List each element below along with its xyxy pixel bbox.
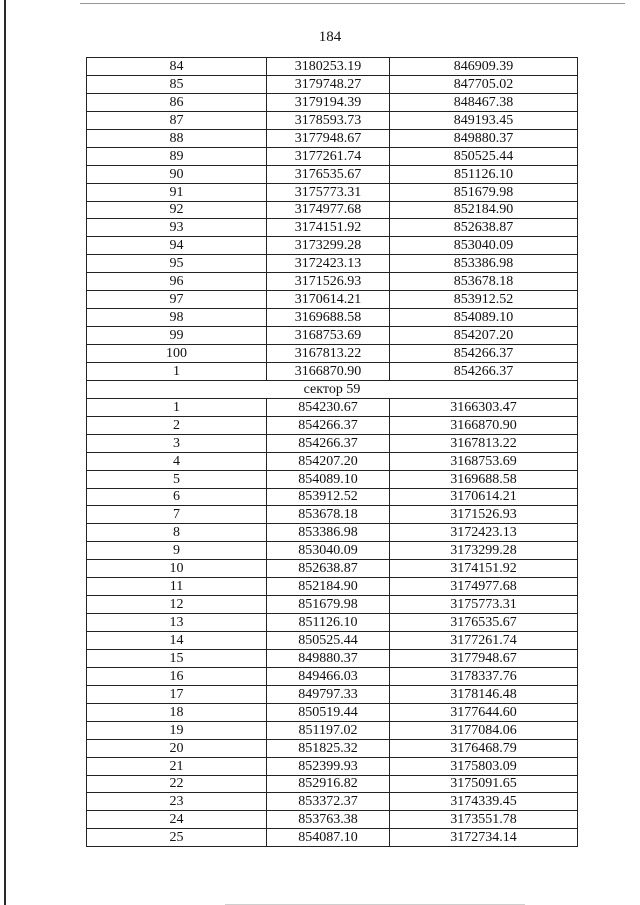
coordinate-first-cell: 3179748.27: [267, 75, 390, 93]
coordinate-second-cell: 854089.10: [390, 309, 578, 327]
point-number-cell: 92: [87, 201, 267, 219]
point-number-cell: 89: [87, 147, 267, 165]
table-row: [87, 685, 578, 703]
coordinate-second-cell: 3166870.90: [390, 416, 578, 434]
table-row: [87, 488, 578, 506]
coordinate-first-cell: 853386.98: [267, 524, 390, 542]
table-row: [87, 201, 578, 219]
coordinate-second-cell: 854207.20: [390, 327, 578, 345]
coordinate-second-cell: 849880.37: [390, 129, 578, 147]
table-row: [87, 147, 578, 165]
coordinate-second-cell: 3172423.13: [390, 524, 578, 542]
coordinate-first-cell: 852399.93: [267, 757, 390, 775]
coordinate-first-cell: 3167813.22: [267, 345, 390, 363]
coordinate-first-cell: 3173299.28: [267, 237, 390, 255]
point-number-cell: 17: [87, 685, 267, 703]
coordinate-second-cell: 3177644.60: [390, 703, 578, 721]
coordinate-first-cell: 3174977.68: [267, 201, 390, 219]
point-number-cell: 100: [87, 345, 267, 363]
point-number-cell: 85: [87, 75, 267, 93]
point-number-cell: 90: [87, 165, 267, 183]
table-row: [87, 273, 578, 291]
point-number-cell: 11: [87, 578, 267, 596]
table-row: [87, 398, 578, 416]
coordinate-first-cell: 854087.10: [267, 829, 390, 847]
coordinate-first-cell: 849466.03: [267, 667, 390, 685]
coordinate-second-cell: 854266.37: [390, 345, 578, 363]
coordinate-second-cell: 3178337.76: [390, 667, 578, 685]
coordinate-second-cell: 3173551.78: [390, 811, 578, 829]
table-row: [87, 667, 578, 685]
table-row: [87, 578, 578, 596]
coordinate-second-cell: 3169688.58: [390, 470, 578, 488]
coordinate-second-cell: 847705.02: [390, 75, 578, 93]
coordinate-first-cell: 853763.38: [267, 811, 390, 829]
point-number-cell: 1: [87, 362, 267, 380]
sector-header-row: [87, 380, 578, 398]
point-number-cell: 84: [87, 58, 267, 76]
coordinate-second-cell: 3177261.74: [390, 632, 578, 650]
point-number-cell: 5: [87, 470, 267, 488]
coordinate-second-cell: 850525.44: [390, 147, 578, 165]
table-row: [87, 811, 578, 829]
coordinate-first-cell: 3171526.93: [267, 273, 390, 291]
point-number-cell: 87: [87, 111, 267, 129]
point-number-cell: 2: [87, 416, 267, 434]
table-row: [87, 721, 578, 739]
coordinate-second-cell: 852638.87: [390, 219, 578, 237]
coordinate-first-cell: 3175773.31: [267, 183, 390, 201]
coordinate-first-cell: 3178593.73: [267, 111, 390, 129]
point-number-cell: 99: [87, 327, 267, 345]
coordinate-first-cell: 850525.44: [267, 632, 390, 650]
coordinate-second-cell: 3174339.45: [390, 793, 578, 811]
point-number-cell: 25: [87, 829, 267, 847]
scan-edge-left: [4, 0, 6, 905]
point-number-cell: 91: [87, 183, 267, 201]
coordinate-first-cell: 3169688.58: [267, 309, 390, 327]
table-row: [87, 237, 578, 255]
table-row: [87, 506, 578, 524]
point-number-cell: 98: [87, 309, 267, 327]
point-number-cell: 15: [87, 649, 267, 667]
coordinate-first-cell: 3176535.67: [267, 165, 390, 183]
coordinate-second-cell: 3172734.14: [390, 829, 578, 847]
coordinate-first-cell: 854207.20: [267, 452, 390, 470]
point-number-cell: 13: [87, 614, 267, 632]
point-number-cell: 20: [87, 739, 267, 757]
coordinate-second-cell: 3174151.92: [390, 560, 578, 578]
coordinate-first-cell: 849880.37: [267, 649, 390, 667]
table-row: [87, 739, 578, 757]
coordinate-second-cell: 852184.90: [390, 201, 578, 219]
point-number-cell: 16: [87, 667, 267, 685]
coordinate-first-cell: 854266.37: [267, 434, 390, 452]
table-row: [87, 183, 578, 201]
table-row: [87, 309, 578, 327]
coordinate-first-cell: 851825.32: [267, 739, 390, 757]
coordinate-second-cell: 3174977.68: [390, 578, 578, 596]
point-number-cell: 96: [87, 273, 267, 291]
table-row: [87, 362, 578, 380]
point-number-cell: 7: [87, 506, 267, 524]
coordinate-second-cell: 846909.39: [390, 58, 578, 76]
coordinate-first-cell: 849797.33: [267, 685, 390, 703]
coordinate-second-cell: 3166303.47: [390, 398, 578, 416]
coordinate-first-cell: 854230.67: [267, 398, 390, 416]
point-number-cell: 3: [87, 434, 267, 452]
table-row: [87, 58, 578, 76]
coordinate-first-cell: 3174151.92: [267, 219, 390, 237]
coordinate-second-cell: 853912.52: [390, 291, 578, 309]
table-row: [87, 775, 578, 793]
table-row: [87, 111, 578, 129]
coordinate-first-cell: 3166870.90: [267, 362, 390, 380]
coordinate-first-cell: 850519.44: [267, 703, 390, 721]
point-number-cell: 19: [87, 721, 267, 739]
point-number-cell: 21: [87, 757, 267, 775]
coordinate-second-cell: 851126.10: [390, 165, 578, 183]
table-row: [87, 219, 578, 237]
coordinate-second-cell: 853386.98: [390, 255, 578, 273]
coordinate-second-cell: 848467.38: [390, 93, 578, 111]
table-row: [87, 434, 578, 452]
table-row: [87, 327, 578, 345]
point-number-cell: 9: [87, 542, 267, 560]
sector-label: сектор 59: [87, 380, 578, 398]
point-number-cell: 94: [87, 237, 267, 255]
page-number: 184: [318, 29, 342, 45]
point-number-cell: 6: [87, 488, 267, 506]
table-row: [87, 165, 578, 183]
table-row: [87, 470, 578, 488]
table-row: [87, 614, 578, 632]
coordinate-second-cell: 854266.37: [390, 362, 578, 380]
coordinate-second-cell: 3177084.06: [390, 721, 578, 739]
table-row: [87, 291, 578, 309]
table-row: [87, 542, 578, 560]
coordinate-first-cell: 853678.18: [267, 506, 390, 524]
coordinate-second-cell: 3175091.65: [390, 775, 578, 793]
table-row: [87, 649, 578, 667]
coordinate-second-cell: 3178146.48: [390, 685, 578, 703]
coordinates-table-body: [87, 58, 578, 847]
coordinate-first-cell: 854266.37: [267, 416, 390, 434]
table-row: [87, 129, 578, 147]
table-row: [87, 560, 578, 578]
coordinate-first-cell: 851197.02: [267, 721, 390, 739]
point-number-cell: 97: [87, 291, 267, 309]
point-number-cell: 8: [87, 524, 267, 542]
coordinate-first-cell: 3177948.67: [267, 129, 390, 147]
coordinate-first-cell: 853912.52: [267, 488, 390, 506]
coordinates-table: [86, 57, 578, 847]
coordinate-second-cell: 853678.18: [390, 273, 578, 291]
point-number-cell: 14: [87, 632, 267, 650]
coordinate-first-cell: 853372.37: [267, 793, 390, 811]
coordinate-first-cell: 853040.09: [267, 542, 390, 560]
coordinate-first-cell: 851126.10: [267, 614, 390, 632]
point-number-cell: 18: [87, 703, 267, 721]
coordinate-second-cell: 3171526.93: [390, 506, 578, 524]
coordinate-first-cell: 3177261.74: [267, 147, 390, 165]
coordinate-first-cell: 852638.87: [267, 560, 390, 578]
coordinate-first-cell: 3179194.39: [267, 93, 390, 111]
coordinate-second-cell: 3175803.09: [390, 757, 578, 775]
table-row: [87, 93, 578, 111]
coordinate-first-cell: 851679.98: [267, 596, 390, 614]
point-number-cell: 86: [87, 93, 267, 111]
point-number-cell: 12: [87, 596, 267, 614]
point-number-cell: 88: [87, 129, 267, 147]
table-row: [87, 793, 578, 811]
point-number-cell: 24: [87, 811, 267, 829]
coordinate-second-cell: 3170614.21: [390, 488, 578, 506]
table-row: [87, 596, 578, 614]
coordinate-second-cell: 3177948.67: [390, 649, 578, 667]
coordinate-second-cell: 853040.09: [390, 237, 578, 255]
coordinate-first-cell: 3172423.13: [267, 255, 390, 273]
coordinate-first-cell: 854089.10: [267, 470, 390, 488]
table-row: [87, 524, 578, 542]
coordinate-second-cell: 3176535.67: [390, 614, 578, 632]
table-row: [87, 757, 578, 775]
coordinate-second-cell: 851679.98: [390, 183, 578, 201]
point-number-cell: 22: [87, 775, 267, 793]
coordinate-second-cell: 3175773.31: [390, 596, 578, 614]
coordinate-first-cell: 3170614.21: [267, 291, 390, 309]
point-number-cell: 1: [87, 398, 267, 416]
point-number-cell: 93: [87, 219, 267, 237]
table-row: [87, 452, 578, 470]
table-row: [87, 75, 578, 93]
table-row: [87, 829, 578, 847]
coordinate-second-cell: 3173299.28: [390, 542, 578, 560]
coordinate-first-cell: 852916.82: [267, 775, 390, 793]
table-row: [87, 345, 578, 363]
table-row: [87, 416, 578, 434]
scan-edge-top: [80, 3, 625, 4]
point-number-cell: 4: [87, 452, 267, 470]
coordinate-second-cell: 849193.45: [390, 111, 578, 129]
table-row: [87, 255, 578, 273]
coordinate-second-cell: 3168753.69: [390, 452, 578, 470]
table-row: [87, 703, 578, 721]
point-number-cell: 23: [87, 793, 267, 811]
coordinate-second-cell: 3176468.79: [390, 739, 578, 757]
coordinate-first-cell: 3168753.69: [267, 327, 390, 345]
coordinate-first-cell: 852184.90: [267, 578, 390, 596]
point-number-cell: 95: [87, 255, 267, 273]
point-number-cell: 10: [87, 560, 267, 578]
coordinate-first-cell: 3180253.19: [267, 58, 390, 76]
table-row: [87, 632, 578, 650]
coordinate-second-cell: 3167813.22: [390, 434, 578, 452]
